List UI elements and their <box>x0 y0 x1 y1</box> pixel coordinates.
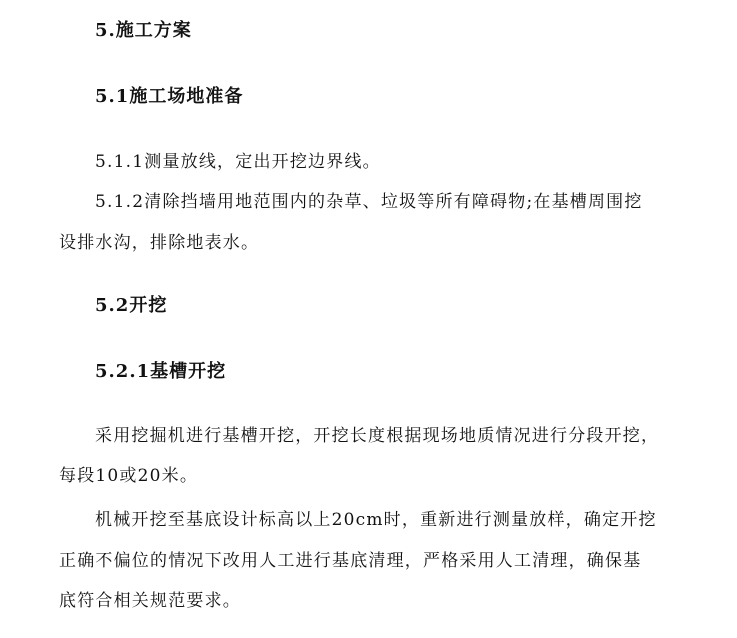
paragraph-5-1-2-line2: 设排水沟，排除地表水。 <box>59 233 260 253</box>
paragraph-excavation-line1: 采用挖掘机进行基槽开挖，开挖长度根据现场地质情况进行分段开挖， <box>95 426 660 446</box>
section-heading-5: 5.施工方案 <box>95 20 192 41</box>
subsection-heading-5-2-1: 5.2.1基槽开挖 <box>95 361 227 382</box>
paragraph-machine-line3: 底符合相关规范要求。 <box>59 591 241 611</box>
paragraph-5-1-2-line1: 5.1.2清除挡墙用地范围内的杂草、垃圾等所有障碍物;在基槽周围挖 <box>95 192 643 212</box>
paragraph-excavation-line2: 每段10或20米。 <box>59 466 199 486</box>
subsection-heading-5-1: 5.1施工场地准备 <box>95 86 244 107</box>
subsection-heading-5-2: 5.2开挖 <box>95 295 168 316</box>
paragraph-machine-line2: 正确不偏位的情况下改用人工进行基底清理，严格采用人工清理，确保基 <box>59 551 642 571</box>
paragraph-machine-line1: 机械开挖至基底设计标高以上20cm时，重新进行测量放样，确定开挖 <box>95 510 657 530</box>
paragraph-5-1-1: 5.1.1测量放线，定出开挖边界线。 <box>95 152 381 172</box>
